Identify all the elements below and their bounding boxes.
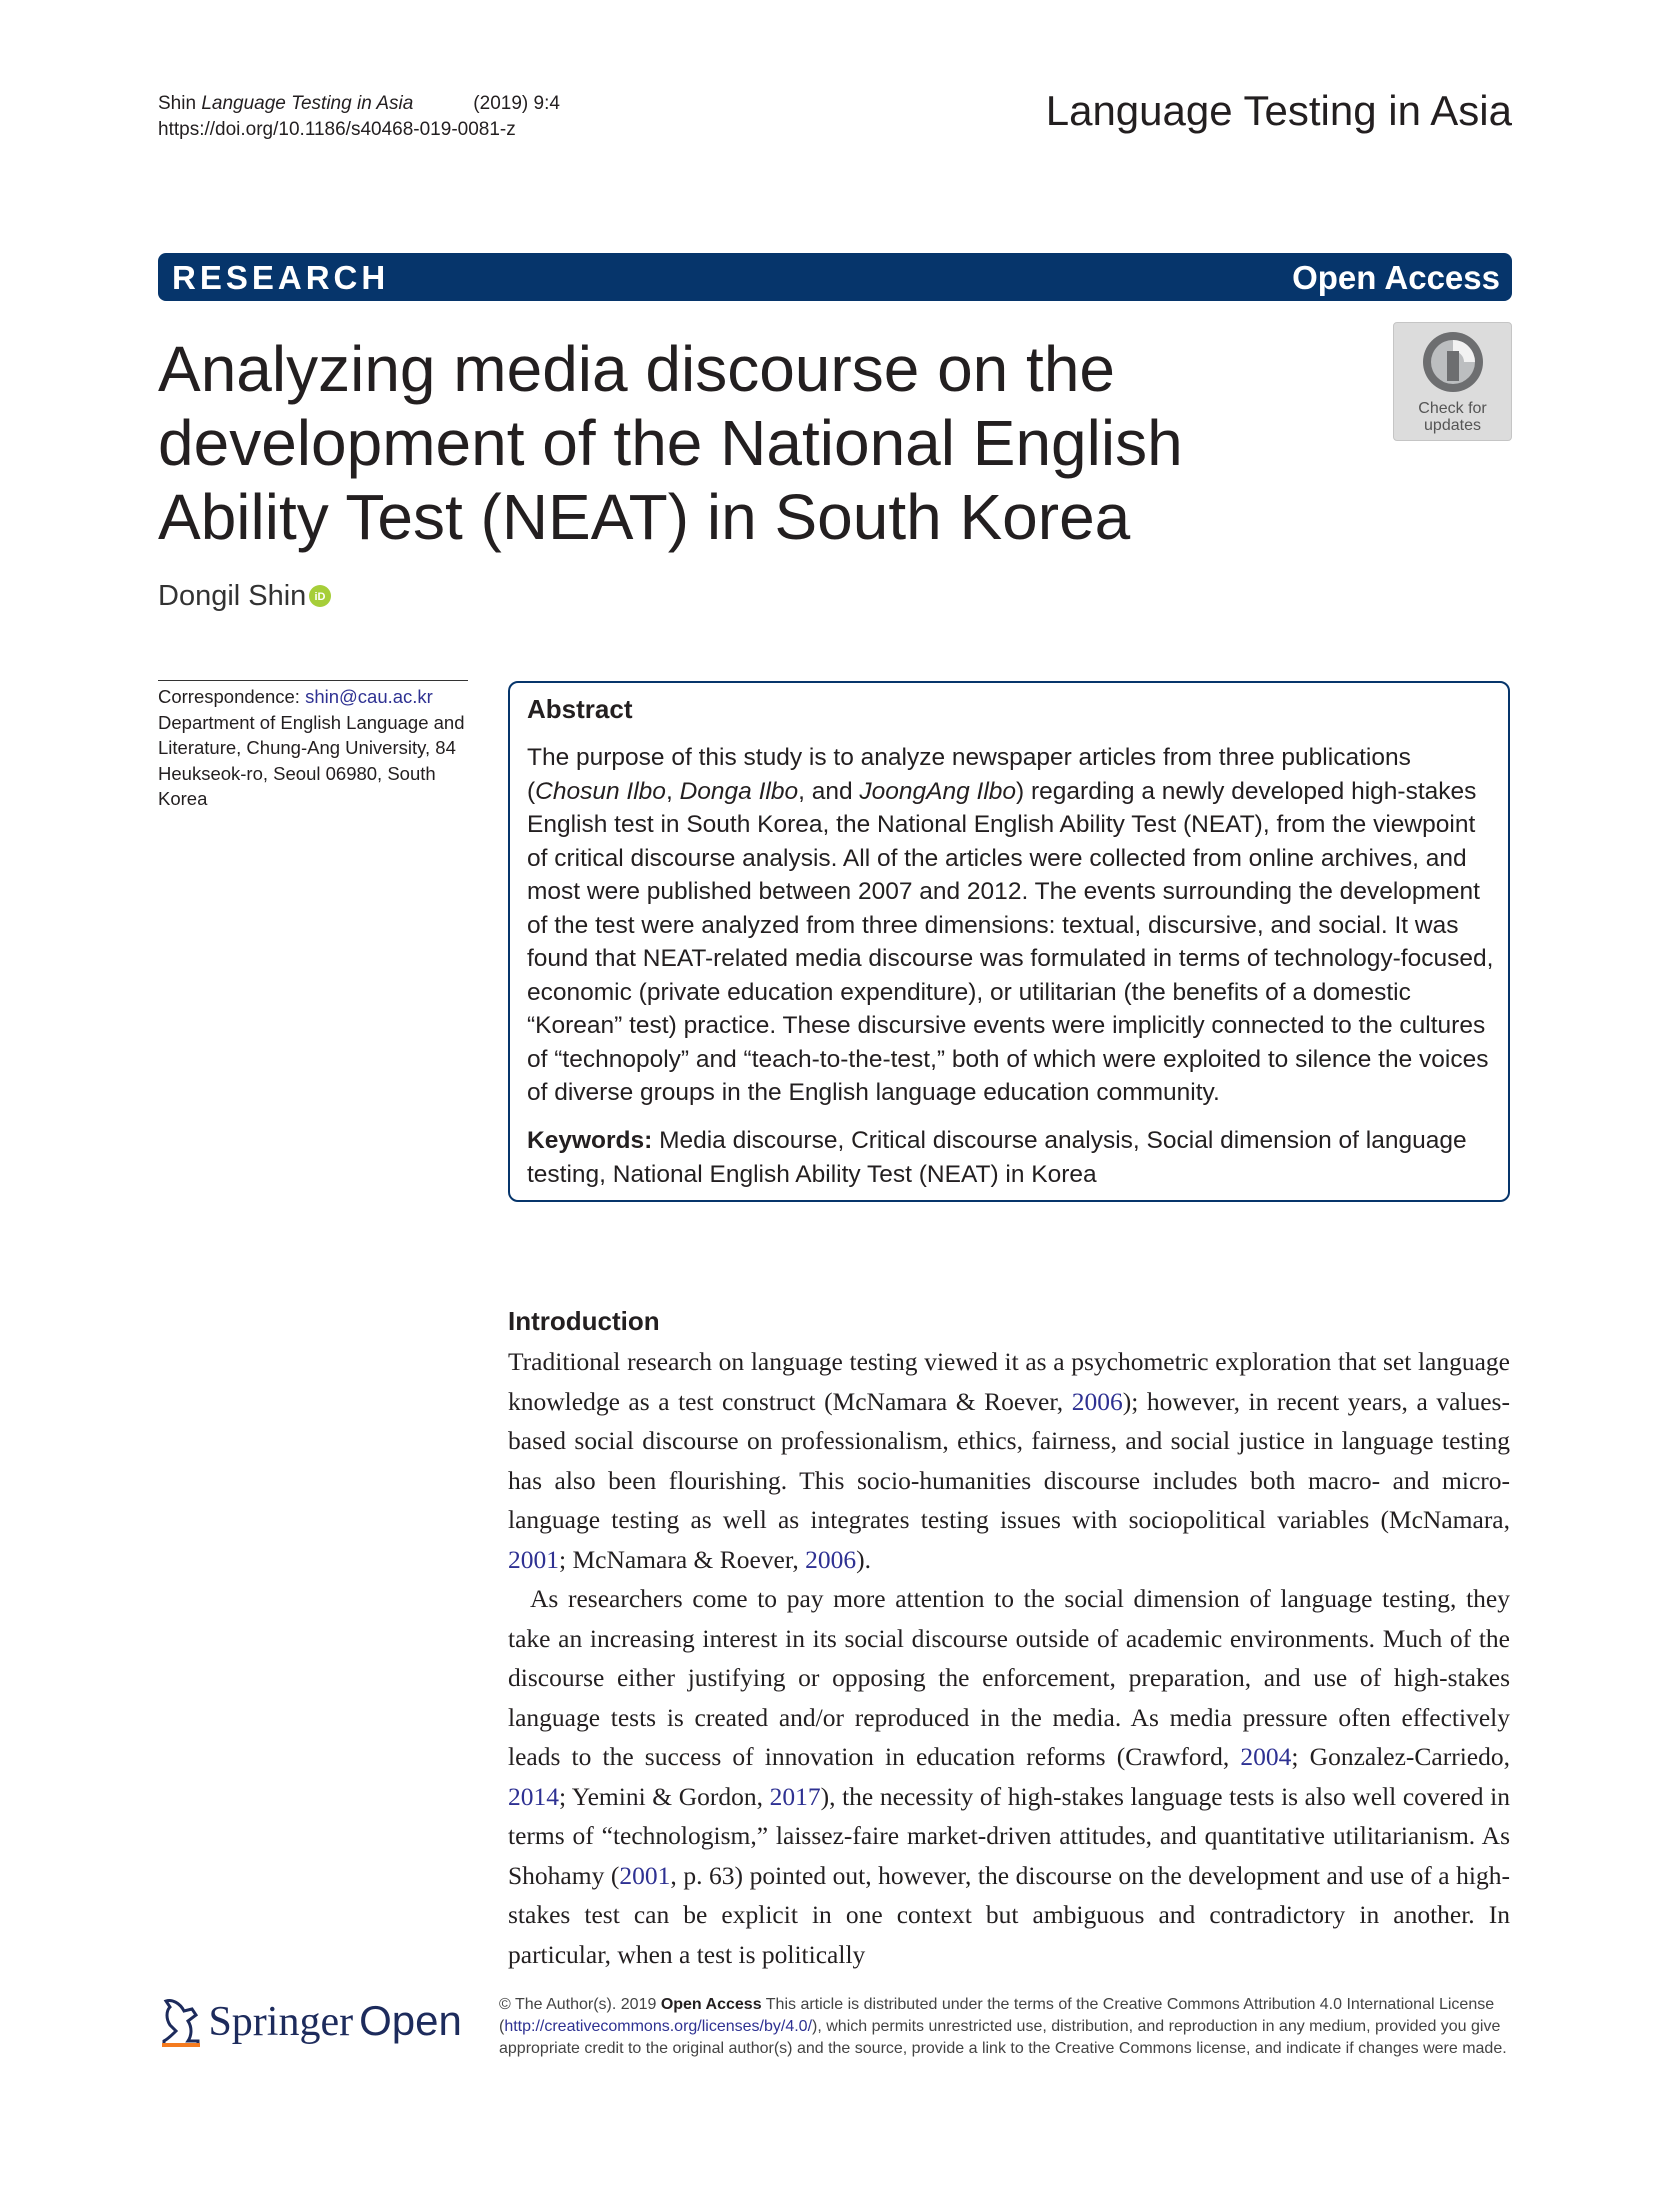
license-link[interactable]: http://creativecommons.org/licenses/by/4.0/ — [504, 2018, 813, 2035]
citation-link[interactable]: 2014 — [508, 1781, 559, 1811]
author-short: Shin — [158, 93, 197, 114]
affiliation: Department of English Language and Literature, Chung-Ang University, 84 Heukseok-ro, Seoul 06980, South Korea — [158, 711, 465, 809]
crossmark-icon — [1420, 329, 1486, 395]
correspondence: Correspondence: shin@cau.ac.kr Department of English Language and Literature, Chung-Ang University, 84 Heukseok-ro, Seoul 06980, South Korea — [158, 686, 465, 809]
abstract-box — [508, 681, 1510, 1202]
correspondence-divider — [158, 680, 468, 681]
doi-link[interactable]: https://doi.org/10.1186/s40468-019-0081-z — [158, 119, 516, 140]
citation-link[interactable]: 2006 — [1071, 1386, 1123, 1416]
citation-link[interactable]: 2001 — [619, 1860, 671, 1890]
volume: (2019) 9:4 — [473, 93, 560, 114]
citation-link[interactable]: 2004 — [1240, 1742, 1292, 1771]
research-label: RESEARCH — [172, 259, 390, 296]
journal-italic: Language Testing in Asia — [201, 93, 414, 114]
keywords: Keywords: Media discourse, Critical discourse analysis, Social dimension of language testing, National English Ability Test (NEAT) in Korea — [527, 1127, 1467, 1188]
abstract-heading: Abstract — [527, 694, 633, 724]
publisher-word: Springer — [208, 1998, 354, 2045]
citation-link[interactable]: 2006 — [805, 1544, 857, 1574]
paragraph: As researchers come to pay more attention to the social dimension of language testing, they take an increasing interest in its social discourse outside of academic environments. Much of the discourse either justifying or opposing the enforcement, preparation, and use of high-stakes language tests is created and/or reproduced in the media. As media pressure often effectively leads to the success of innovation in education reforms (Crawford, 2004; Gonzalez-Carriedo, 2014; Yemini & Gordon, 2017), the necessity of high-stakes language tests is also well covered in terms of “technologism,” laissez-faire market-driven attitudes, and quantitative utilitarianism. As Shohamy (2001, p. 63) pointed out, however, the discourse on the development and use of a high-stakes test can be explicit in one context but ambiguous and contradictory in another. In particular, when a test is politically — [508, 1584, 1511, 1969]
open-access-label: Open Access — [1292, 259, 1500, 296]
svg-text:iD: iD — [314, 591, 326, 603]
abstract-text: The purpose of this study is to analyze newspaper articles from three publications (Chosun Ilbo, Donga Ilbo, and JoongAng Ilbo) regarding a newly developed high-stakes English test in South Korea, the National English Ability Test (NEAT), from the viewpoint of critical discourse analysis. All of the articles were collected from online archives, and most were published between 2007 and 2012. The events surrounding the development of the test were analyzed from three dimensions: textual, discursive, and social. It was found that NEAT-related media discourse was formulated in terms of technology-focused, economic (private education expenditure), or utilitarian (the benefits of a domestic “Korean” test) practice. These discursive events were implicitly connected to the cultures of “technopoly” and “teach-to-the-test,” both of which were exploited to silence the voices of diverse groups in the English language education community. — [527, 744, 1494, 1106]
check-for-updates-button[interactable] — [1393, 322, 1512, 441]
citation-line — [158, 92, 560, 116]
springer-horse-icon — [158, 1995, 204, 2047]
author-name: Dongil Shin iD — [158, 578, 332, 614]
email-link[interactable]: shin@cau.ac.kr — [305, 686, 433, 707]
paragraph: Traditional research on language testing viewed it as a psychometric exploration that set language knowledge as a test construct (McNamara & Roever, 2006); however, in recent years, a values-based social discourse on professionalism, ethics, fairness, and social justice in language testing has also been flourishing. This socio-humanities discourse includes both macro- and micro-language testing as well as integrates testing issues with sociopolitical variables (McNamara, 2001; McNamara & Roever, 2006). — [508, 1347, 1510, 1574]
article-title: Analyzing media discourse on the development of the National English Ability Test (NEAT) in South Korea — [158, 333, 1183, 553]
citation-link[interactable]: 2001 — [508, 1544, 559, 1574]
orcid-icon[interactable] — [308, 584, 332, 608]
citation-link[interactable]: 2017 — [769, 1781, 821, 1811]
section-heading-introduction: Introduction — [508, 1306, 660, 1336]
keywords-label: Keywords: — [527, 1127, 653, 1154]
journal-name: Language Testing in Asia — [1045, 87, 1512, 134]
springer-open-logo — [158, 1995, 462, 2047]
check-updates-text: Check for updates — [1418, 400, 1487, 434]
open-access-bold: Open Access — [660, 1996, 762, 2013]
publisher-word-2: Open — [359, 1996, 462, 2044]
article-type-banner — [158, 253, 1512, 301]
license-text: © The Author(s). 2019 Open Access This article is distributed under the terms of the Creative Commons Attribution 4.0 International License (http://creativecommons.org/licenses/by/4.0/), which permits unrestricted use, distribution, and reproduction in any medium, provided you give appropriate credit to the original author(s) and the source, provide a link to the Creative Commons license, and indicate if changes were made. — [499, 1996, 1507, 2057]
